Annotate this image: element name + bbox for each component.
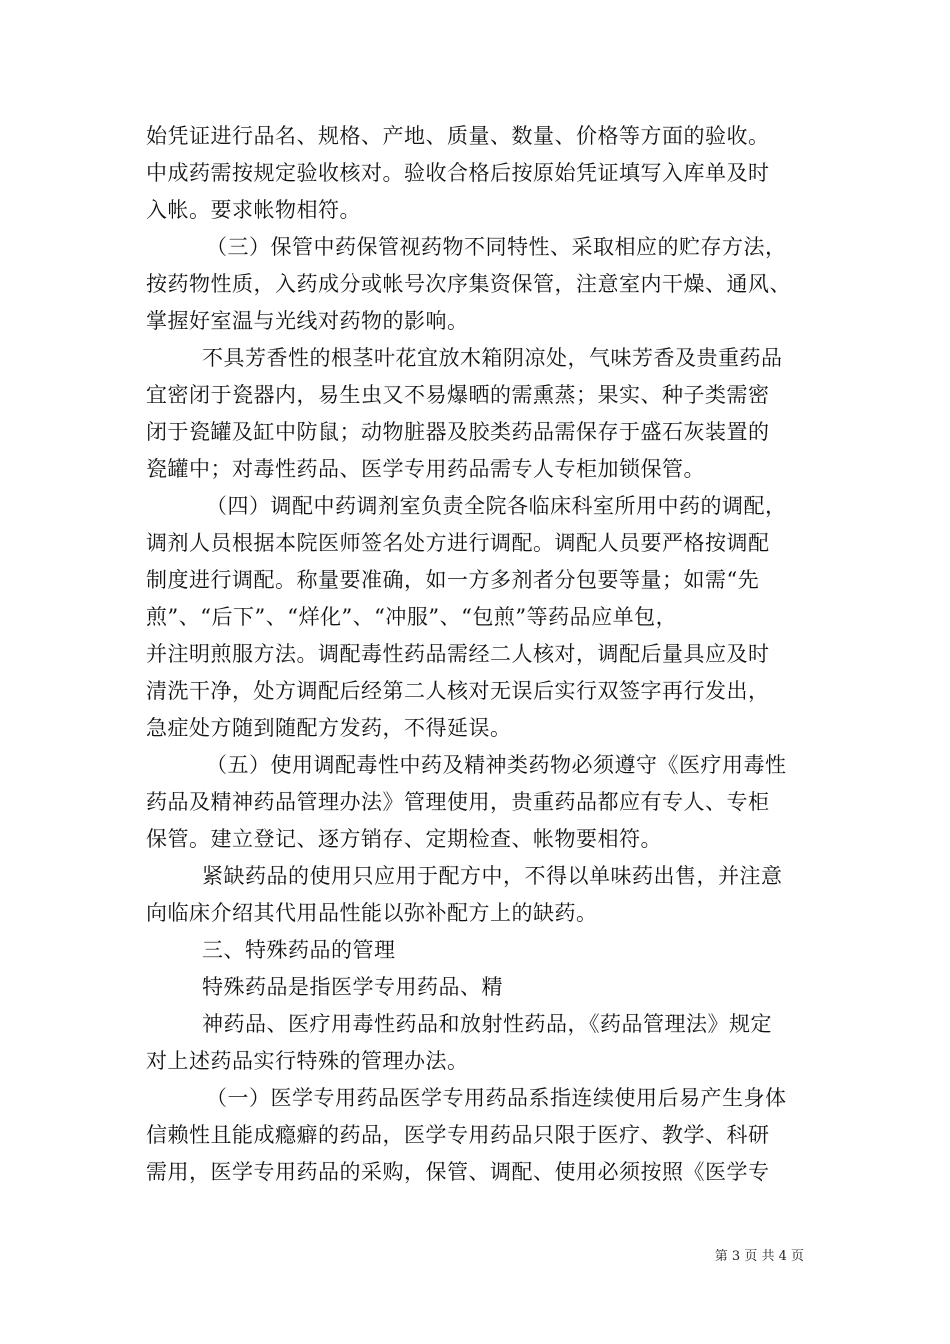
text-line: 信赖性且能成瘾癖的药品，医学专用药品只限于医疗、教学、科研 (146, 1123, 770, 1147)
page-number: 第 3 页 共 4 页 (714, 1249, 804, 1264)
text-line: 清洗干净，处方调配后经第二人核对无误后实行双签字再行发出， (146, 679, 770, 703)
paragraph-first-line: （五）使用调配毒性中药及精神类药物必须遵守《医疗用毒性 (206, 753, 787, 777)
text-line: 对上述药品实行特殊的管理办法。 (146, 1049, 469, 1073)
paragraph-first-line: 神药品、医疗用毒性药品和放射性药品，《药品管理法》规定 (202, 1012, 772, 1036)
paragraph-first-line: （三）保管中药保管视药物不同特性、采取相应的贮存方法， (206, 235, 787, 259)
text-line: 宜密闭于瓷器内，易生虫又不易爆晒的需熏蒸；果实、种子类需密 (146, 383, 770, 407)
text-line: 保管。建立登记、逐方销存、定期检查、帐物要相符。 (146, 827, 662, 851)
text-line: 并注明煎服方法。调配毒性药品需经二人核对，调配后量具应及时 (146, 642, 770, 666)
text-line: 药品及精神药品管理办法》管理使用，贵重药品都应有专人、专柜 (146, 790, 770, 814)
text-line: 煎”、“后下”、“烊化”、“冲服”、“包煎”等药品应单包， (146, 605, 678, 629)
paragraph-first-line: 紧缺药品的使用只应用于配方中，不得以单味药出售，并注意 (202, 864, 783, 888)
text-line: 向临床介绍其代用品性能以弥补配方上的缺药。 (146, 901, 598, 925)
paragraph-first-line: （一）医学专用药品医学专用药品系指连续使用后易产生身体 (206, 1086, 787, 1110)
text-line: 需用，医学专用药品的采购，保管、调配、使用必须按照《医学专 (146, 1160, 770, 1184)
text-line: 始凭证进行品名、规格、产地、质量、数量、价格等方面的验收。 (146, 124, 770, 148)
text-line: 入帐。要求帐物相符。 (146, 198, 361, 222)
paragraph-first-line: 不具芳香性的根茎叶花宜放木箱阴凉处，气味芳香及贵重药品 (202, 346, 783, 370)
paragraph-first-line: 特殊药品是指医学专用药品、精 (202, 975, 503, 999)
text-line: 调剂人员根据本院医师签名处方进行调配。调配人员要严格按调配 (146, 531, 770, 555)
text-line: 闭于瓷罐及缸中防鼠；动物脏器及胶类药品需保存于盛石灰装置的 (146, 420, 770, 444)
text-line: 瓷罐中；对毒性药品、医学专用药品需专人专柜加锁保管。 (146, 457, 705, 481)
paragraph-first-line: （四）调配中药调剂室负责全院各临床科室所用中药的调配， (206, 494, 787, 518)
text-line: 按药物性质，入药成分或帐号次序集资保管，注意室内干燥、通风、 (146, 272, 791, 296)
text-line: 掌握好室温与光线对药物的影响。 (146, 309, 469, 333)
section-heading: 三、特殊药品的管理 (202, 938, 396, 962)
text-line: 制度进行调配。称量要准确，如一方多剂者分包要等量；如需“先 (146, 568, 760, 592)
text-line: 急症处方随到随配方发药，不得延误。 (146, 716, 512, 740)
text-line: 中成药需按规定验收核对。验收合格后按原始凭证填写入库单及时 (146, 161, 770, 185)
